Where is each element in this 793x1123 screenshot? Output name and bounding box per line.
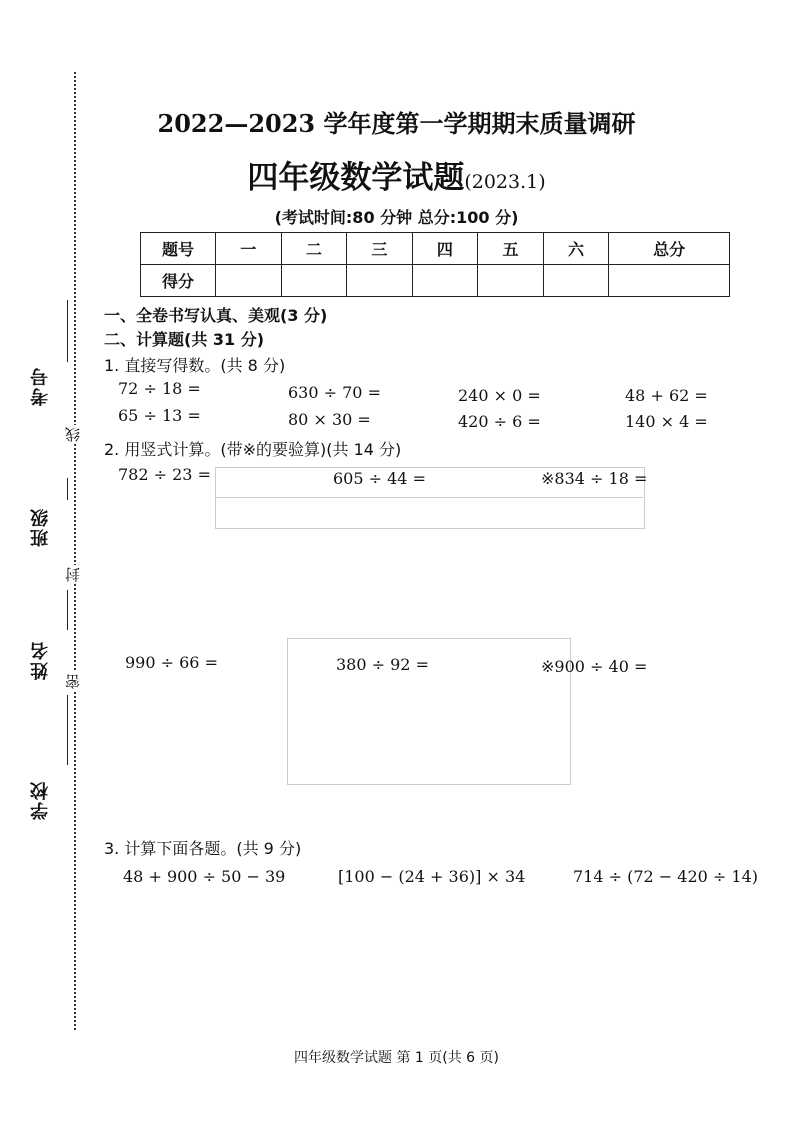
score-cell[interactable] [609, 265, 730, 297]
subject-name: 四年级数学试题 [247, 160, 465, 196]
class-blank-top [67, 478, 68, 500]
score-cell[interactable] [412, 265, 478, 297]
bleed-through-table-rule [215, 497, 643, 498]
q1-item: 140 × 4 = [625, 412, 708, 431]
seal-word-line: 线 [64, 427, 82, 442]
score-header-cell: 四 [412, 233, 478, 265]
q1-item: 420 ÷ 6 = [458, 412, 541, 431]
school-label: 学校 [30, 780, 51, 820]
exam-number-blank [67, 300, 68, 362]
score-header-cell: 总分 [609, 233, 730, 265]
score-cell[interactable] [478, 265, 544, 297]
q3-item: 48 + 900 ÷ 50 − 39 [123, 867, 286, 886]
score-cell[interactable] [347, 265, 413, 297]
q3-item: 714 ÷ (72 − 420 ÷ 14) [573, 867, 759, 886]
score-header-cell: 题号 [141, 233, 216, 265]
page-footer: 四年级数学试题 第 1 页(共 6 页) [294, 1050, 499, 1066]
q1-item: 48 + 62 = [625, 386, 708, 405]
section-2-heading: 二、计算题(共 31 分) [104, 330, 265, 349]
score-header-cell: 二 [281, 233, 347, 265]
seal-word-close: 密 [64, 674, 82, 689]
section-1-heading: 一、全卷书写认真、美观(3 分) [104, 306, 328, 325]
q2-item: ※834 ÷ 18 = [541, 469, 648, 488]
q1-item: 80 × 30 = [288, 410, 371, 429]
score-header-cell: 六 [543, 233, 609, 265]
score-header-cell: 三 [347, 233, 413, 265]
q2-item: 605 ÷ 44 = [333, 469, 426, 488]
q1-title: 1. 直接写得数。(共 8 分) [104, 356, 286, 375]
score-table [140, 232, 730, 297]
q1-item: 65 ÷ 13 = [118, 406, 201, 425]
q1-item: 240 × 0 = [458, 386, 541, 405]
exam-number-label: 考号 [30, 366, 51, 406]
name-blank [67, 695, 68, 765]
q3-item: [100 − (24 + 36)] × 34 [338, 867, 526, 886]
q2-item: ※900 ÷ 40 = [541, 657, 648, 676]
exam-title: 2022—2023 学年度第一学期期末质量调研 [157, 109, 636, 138]
class-blank-bottom [67, 590, 68, 630]
exam-info: (考试时间:80 分钟 总分:100 分) [274, 208, 519, 227]
exam-year: (2023.1) [464, 171, 546, 193]
seal-word-seal: 封 [64, 567, 82, 582]
name-label: 姓名 [30, 640, 51, 680]
q1-item: 630 ÷ 70 = [288, 383, 381, 402]
score-cell[interactable] [216, 265, 282, 297]
q1-item: 72 ÷ 18 = [118, 379, 201, 398]
q2-item: 782 ÷ 23 = [118, 465, 211, 484]
q3-title: 3. 计算下面各题。(共 9 分) [104, 839, 302, 858]
q2-item: 990 ÷ 66 = [125, 653, 218, 672]
score-cell[interactable] [543, 265, 609, 297]
class-label: 班级 [30, 507, 51, 547]
score-header-cell: 一 [216, 233, 282, 265]
score-row-label: 得分 [141, 265, 216, 297]
q2-item: 380 ÷ 92 = [336, 655, 429, 674]
score-cell[interactable] [281, 265, 347, 297]
score-table-score-row [141, 265, 730, 297]
score-header-cell: 五 [478, 233, 544, 265]
score-table-header-row [141, 233, 730, 265]
bleed-through-chart-frame [287, 638, 571, 785]
subject-title [0, 152, 793, 197]
q2-title: 2. 用竖式计算。(带※的要验算)(共 14 分) [104, 440, 402, 459]
